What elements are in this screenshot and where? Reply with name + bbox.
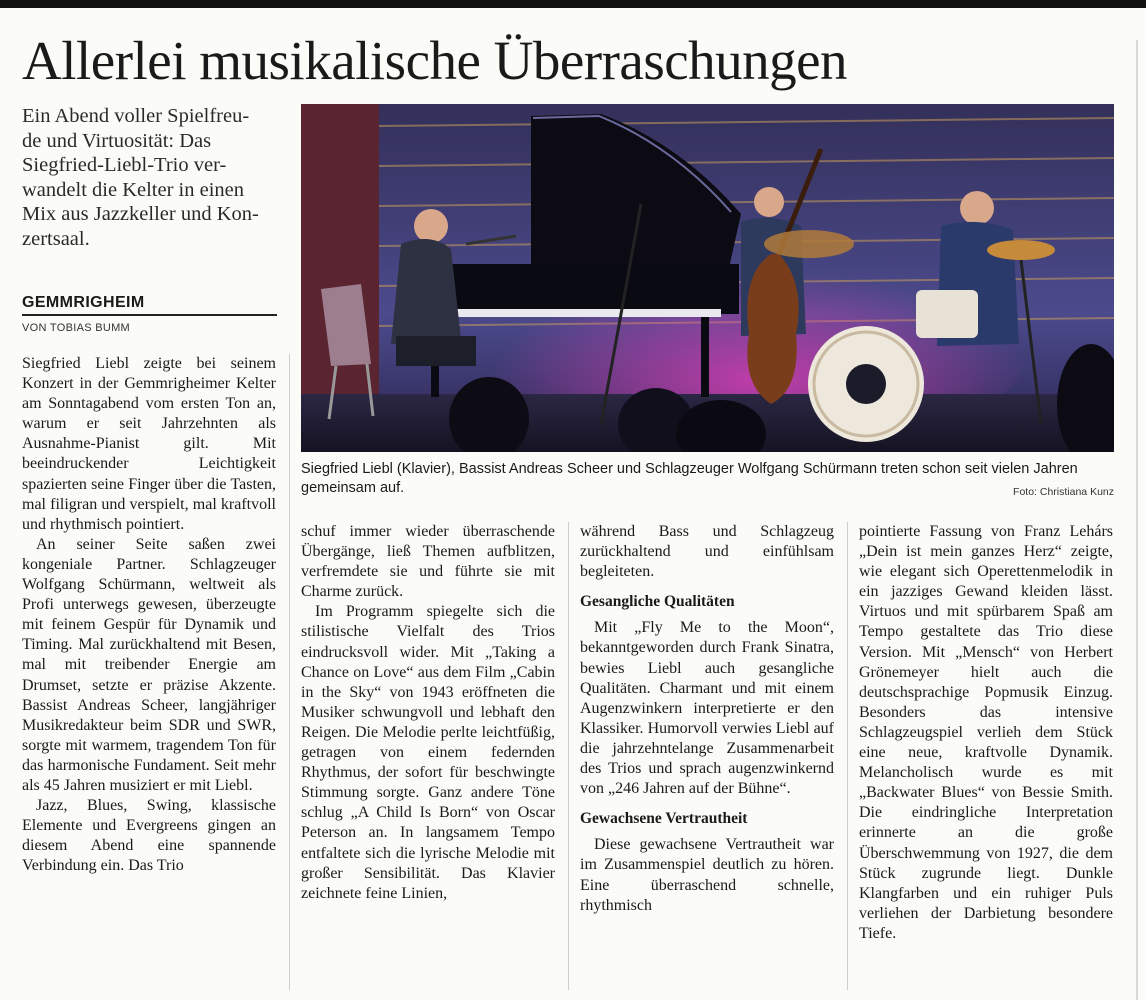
text-column-1 (22, 354, 276, 876)
lead-line: zertsaal. (22, 227, 90, 250)
text-column-2 (301, 522, 555, 904)
photo-credit: Foto: Christiana Kunz (1013, 486, 1114, 498)
paragraph: Im Programm spiegelte sich die stilistische Vielfalt des Trios eindrucksvoll wider. Mit „Taking a Chance on Love“ aus dem Film „Cabin in the Sky“ von 1943 eröffneten die Musiker schwungvoll und lebhaft den Reigen. Die Melodie perlte leichtfüßig, getragen von einem federnden Rhythmus, der sofort für beschwingte Stimmung sorgte. Ganz andere Töne schlug „A Child Is Born“ von Oscar Peterson an. In langsamem Tempo entfaltete sich die lyrische Melodie mit großer Sensibilität. Das Klavier zeichnete feine Linien, (301, 603, 555, 902)
column-divider (847, 522, 848, 990)
text-column-3 (580, 522, 834, 916)
paragraph: Mit „Fly Me to the Moon“, bekanntgeworden durch Frank Sinatra, bewies Liebl auch gesangliche Qualitäten. Charmant und mit einem Augenzwinkern interpretierte er den Klassiker. Humorvoll verwies Liebl auf die jahrzehntelange Zusammenarbeit des Trios und sprach augenzwinkernd von „246 Jahren auf der Bühne“. (580, 619, 834, 798)
headline: Allerlei musikalische Überraschungen (22, 30, 848, 91)
paragraph: An seiner Seite saßen zwei kongeniale Partner. Schlagzeuger Wolfgang Schürmann, weltweit als Profi unterwegs gewesen, überzeugte mit feinem Gespür für Dynamik und Timing. Mal zurückhaltend mit Besen, mal mit treibender Energie am Drumset, setzte er präzise Akzente. Bassist Andreas Scheer, langjähriger Musikredakteur beim SDR und SWR, sorgte mit warmem, tragendem Ton für das harmonische Fundament. Seit mehr als 45 Jahren musiziert er mit Liebl. (22, 535, 276, 794)
top-border (0, 0, 1146, 8)
paragraph: Siegfried Liebl zeigte bei seinem Konzert in der Gemmrigheimer Kelter am Sonntagabend vom ersten Ton an, warum er seit Jahrzehnten als Ausnahme-Pianist gilt. Mit beeindruckender Leichtigkeit spazierten seine Finger über die Tasten, mal filigran und verspielt, mal kraftvoll und rhythmisch pointiert. (22, 355, 276, 533)
lead-line: de und Virtuosität: Das (22, 129, 212, 152)
page-edge (1136, 40, 1138, 1000)
subheading: Gesangliche Qualitäten (580, 593, 735, 611)
paragraph: Jazz, Blues, Swing, klassische Elemente und Evergreens gingen an diesem Abend eine spannende Verbindung ein. Das Trio (22, 797, 276, 875)
photo-caption: Siegfried Liebl (Klavier), Bassist Andreas Scheer und Schlagzeuger Wolfgang Schürmann treten schon seit vielen Jahren gemeinsam auf. (301, 461, 1078, 496)
subheading: Gewachsene Vertrautheit (580, 810, 748, 828)
paragraph: Diese gewachsene Vertrautheit war im Zusammenspiel deutlich zu hören. Eine überraschend schnelle, rhythmisch (580, 836, 834, 914)
text-column-4 (859, 522, 1113, 944)
author-byline: VON TOBIAS BUMM (22, 322, 131, 334)
paragraph: pointierte Fassung von Franz Lehárs „Dein ist mein ganzes Herz“ zeigte, wie elegant sich Operettenmelodik in ein jazziges Gewand kleiden lässt. Virtuos und mit spürbarem Spaß am Tempo gestaltete das Trio diese Version. Mit „Mensch“ von Herbert Grönemeyer hielt auch die deutschsprachige Popmusik Einzug. Besonders das intensive Schlagzeugspiel verlieh dem Stück eine neue, kraftvolle Dynamik. Melancholisch wurde es mit „Backwater Blues“ von Bessie Smith. Die eindringliche Interpretation erinnerte an die große Überschwemmung von 1927, die dem Stück zugrunde liegt. Dunkle Klangfarben und ein ruhiger Puls verliehen der Darbietung besondere Tiefe. (859, 523, 1113, 942)
lead-line: Siegfried-Liebl-Trio ver- (22, 154, 227, 177)
lead-paragraph (22, 104, 280, 252)
concert-photo (301, 104, 1114, 452)
lead-line: Mix aus Jazzkeller und Kon- (22, 203, 259, 226)
lead-line: wandelt die Kelter in einen (22, 178, 244, 201)
paragraph: während Bass und Schlagzeug zurückhaltend und einfühlsam begleiteten. (580, 523, 834, 581)
column-divider (289, 354, 290, 990)
lead-line: Ein Abend voller Spielfreu- (22, 105, 250, 127)
column-divider (568, 522, 569, 990)
dateline: GEMMRIGHEIM (22, 294, 277, 316)
paragraph: schuf immer wieder überraschende Übergänge, ließ Themen aufblitzen, verfremdete sie und führte sie mit Charme zurück. (301, 523, 555, 601)
